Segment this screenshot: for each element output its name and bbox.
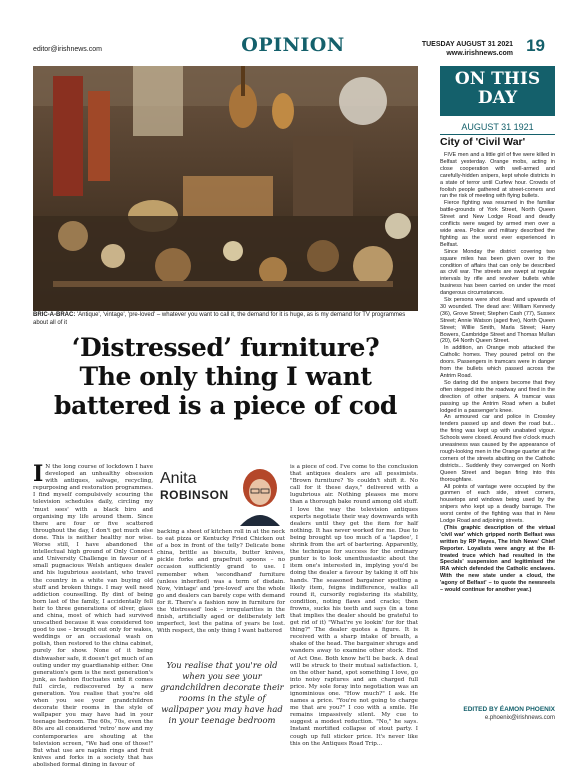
sidebar-paragraph: All points of vantage were occupied by the gunmen of each side, street corners, housetops and windows being used by the snipers who kept up a deadly barrage. The worst centre of the fighting was that in New Lodge Road and adjoining streets.	[440, 483, 555, 525]
page-number: 19	[526, 36, 545, 55]
sidebar-editor: EDITED BY ÉAMON PHOENIX	[463, 706, 555, 713]
issue-date	[422, 40, 513, 58]
byline	[160, 466, 285, 528]
article-column-3: is a piece of cod. I've come to the conclusion that antiques dealers are all pessimists. "Brown furniture? Yo couldn't shift it. No call for it these days," delivered with a lugubrious air. Nothing pleases me more than a thorough bake round among old stuff. I love the way the television antiques experts negotiate their way downwards with dealers until they get the item for half nothing. It has never worked for me. Due to being brought up too much of a 'lapdee', I shrink from the art of bartering. Apparently, the technique for success for the ordinary punter is to look unenthusiastic about the item one's interested in, implying you'd be doing the dealer a favour by taking it off his hands. The seasoned bargainer spotting a likely item, feigns indifference, walks all round it, cursorily registering its stability, condition, noting flaws and cracks; then frowns, sucks his teeth and says (in a tone that implies the dealer should be grateful to get rid of it) "What're ye lookin' for for that thing?" The dealer quotes a figure. It is received with a sharp intake of breath, a shake of the head. The bargainer shrugs and wanders away to examine other stock. End of Act One. Both know he'll be back. A deal will be struck to their mutual satisfaction. I, on the other hand, spot something I love, go into noisy raptures and am charged full price. My sole foray into negotiation was an ignominious one. "How much?" I ask. He names a price. "You're not going to charge me that are you?" I coo with a smile. He remains impassively silent. My cue to suggest a modest reduction. "No," he says. Instant mortified collapse of stout party. I cough up full sticker price. It's never like this on the Antiques Road Trip...	[290, 464, 418, 747]
drop-cap: I	[33, 461, 44, 487]
sidebar-paragraph: So daring did the snipers become that they often stepped into the roadway and fired in the direction of other snipers. A tramcar was passing up the Antrim Road when a bullet lodged in a passenger's knee.	[440, 379, 555, 414]
photo-caption	[33, 312, 418, 327]
sidebar-note: (This graphic description of the virtual 'civil war' which gripped north Belfast was written by RP Hayes, The Irish News' Chief Reporter. Loyalists were angry at the ill-treated truce which had resulted in the Specials' suspension and legitimised the IRA which defended the Catholic enclaves. With the new state under a cloud, the 'agony of Belfast' – to quote the newsreels – would continue for another year.)	[440, 524, 555, 594]
headline	[33, 333, 418, 420]
sidebar-banner	[440, 66, 555, 116]
author-last-name: ROBINSON	[160, 488, 229, 502]
sidebar-paragraph: FIVE men and a little girl of five were killed in Belfast yesterday. Orange mobs, acting in close cooperation with well-armed and carefully-hidden snipers, kept whole districts in a state of terror until Curfew hour. Crowds of foolish people gathered at street-corners and ran the risk of meeting with flying bullets.	[440, 152, 555, 200]
section-title: OPINION	[241, 34, 345, 56]
headline-line-2: The only thing I want	[79, 362, 372, 391]
sidebar-paragraph: In addition, an Orange mob attacked the Catholic homes. They poured petrol on the doors. Passengers in tramcars were in danger from the bullets which passed across the Antrim Road.	[440, 345, 555, 379]
sidebar-title-line-2: DAY	[477, 88, 518, 108]
headline-line-1: ‘Distressed’ furniture?	[71, 333, 380, 362]
author-portrait	[234, 466, 286, 526]
issue-date-text: TUESDAY AUGUST 31 2021	[421, 41, 513, 48]
sidebar-paragraph: Since Monday the district covering two square miles has been given over to the condition of affairs that can only be described as civil war. The streets are swept at regular intervals by rifle and revolver bullets while business has been carried on under the most dangerous circumstances.	[440, 248, 555, 297]
masthead	[33, 0, 553, 62]
sidebar-divider	[440, 134, 555, 135]
sidebar-title-line-1: ON THIS	[454, 69, 541, 89]
sidebar-heading: City of 'Civil War'	[440, 136, 526, 148]
column-1-text: N the long course of lockdown I have developed an unhealthy obsession with antiques, salvage, recycling, repurposing and restoration programmes. I find myself compulsively scouring the television schedules daily, circling my 'must sees' with a black biro and organising my life around them. Since there are four or five scattered throughout the day, I don't get much else done. This is neither healthy nor wise. Worse still, I have abandoned the intellectual high ground of Only Connect and University Challenge in favour of a small pugnacious Welsh antiques dealer and his lugubrious assistant, who travel the country in a white van buying old stuff and broken things. I may well need addiction counselling. By dint of being born last of the family, I accidentally fell heir to three generations of silver, glass and china, most of which had survived unscathed because it was considered too good to use – brought out only for wakes, weddings or an occasional wash on polish, then restored to the china cabinet, purely for show. None of it being dishwasher safe, it doesn't get much of an outing under my guardianship either. One generation's gem is the next generation's junk, as fashion fluctuates until it comes full circle, rediscovered by a new generation. You realise that you're old when you see your grandchildren decorate their rooms in the style of wallpaper you may have had in your teenage bedroom. The 60s, 70s, even the 80s are all considered 'retro' now and my contemporaries are shouting at the television screen, "We had one of those!" But what use are napkin rings and fruit knives and forks in a society that has abolished formal dining in favour of	[33, 464, 153, 768]
sidebar-title	[440, 70, 555, 108]
pull-quote: You realise that you're old when you see your grandchildren decorate their rooms in the style of wallpaper you may have had in your teenage bedroom	[160, 660, 284, 725]
sidebar-paragraph: An armoured car and police in Crossley tenders passed up and down the road but... the firing was kept up with unabated vigour. Schools were closed. Around five o'clock much uneasiness was caused by the appearance of rough-looking men in the Orange quarter at the corners of the streets abutting on the Catholic districts... Suddenly they converged on North Queen Street and began firing into this thoroughfare.	[440, 414, 555, 483]
sidebar-date: AUGUST 31 1921	[461, 122, 534, 132]
bric-a-brac-photo	[33, 66, 418, 311]
sidebar-editor-email[interactable]: e.phoenix@irishnews.com	[484, 715, 555, 721]
author-first-name: Anita	[160, 470, 197, 487]
sidebar-paragraph: Six persons were shot dead and upwards of 30 wounded. The dead are: William Kennedy (36), Grove Street; Stephen Cash (77), Sussex Street; Annie Watson (aged five), North Queen Street; Willie Smith, Marla Street; Harry Bowers, Cambridge Street and Thomas Mullan (20), 64 North Queen Street.	[440, 297, 555, 345]
sidebar-paragraph: Fierce fighting was resumed in the familiar battle-grounds of York Street, North Queen Street and New Lodge Road and deadly conflicts were waged by armed men over a wide area. Police and military described the fighting as the worst ever experienced in Belfast.	[440, 200, 555, 248]
article-column-2: backing a sheet of kitchen roll in at the neck to eat pizza or Kentucky Fried Chicken out of a box in front of the telly? Delicate bone china, brittle as biscuits, butter knives, pickle forks and grapefruit spoons – no occasion sufficiently grand to use. I remember when 'secondhand' furniture (unless inherited) was a term of disdain. Now, 'vintage' and 'pre-loved' are the whole go and dealers can barely cope with demand for it. There's a fashion now in furniture for the 'distressed' look – irregularities in the finish, artificially aged or deliberately left imperfect, lest the patina of years be lost. With respect, the only thing I want battered	[157, 529, 285, 635]
sidebar-body	[440, 152, 555, 594]
headline-line-3: battered is a piece of cod	[54, 391, 397, 420]
caption-lead: BRIC-A-BRAC:	[33, 312, 76, 318]
editor-email[interactable]: editor@irishnews.com	[33, 46, 102, 53]
website[interactable]: www.irishnews.com	[446, 50, 513, 57]
caption-text: 'Antique', 'vintage', 'pre-loved' – whatever you want to call it, the demand for it is huge, as is my demand for TV programmes about all of it	[33, 312, 406, 326]
article-column-1	[33, 461, 153, 769]
on-this-day-sidebar	[440, 66, 555, 736]
photo-illustration	[33, 66, 418, 311]
